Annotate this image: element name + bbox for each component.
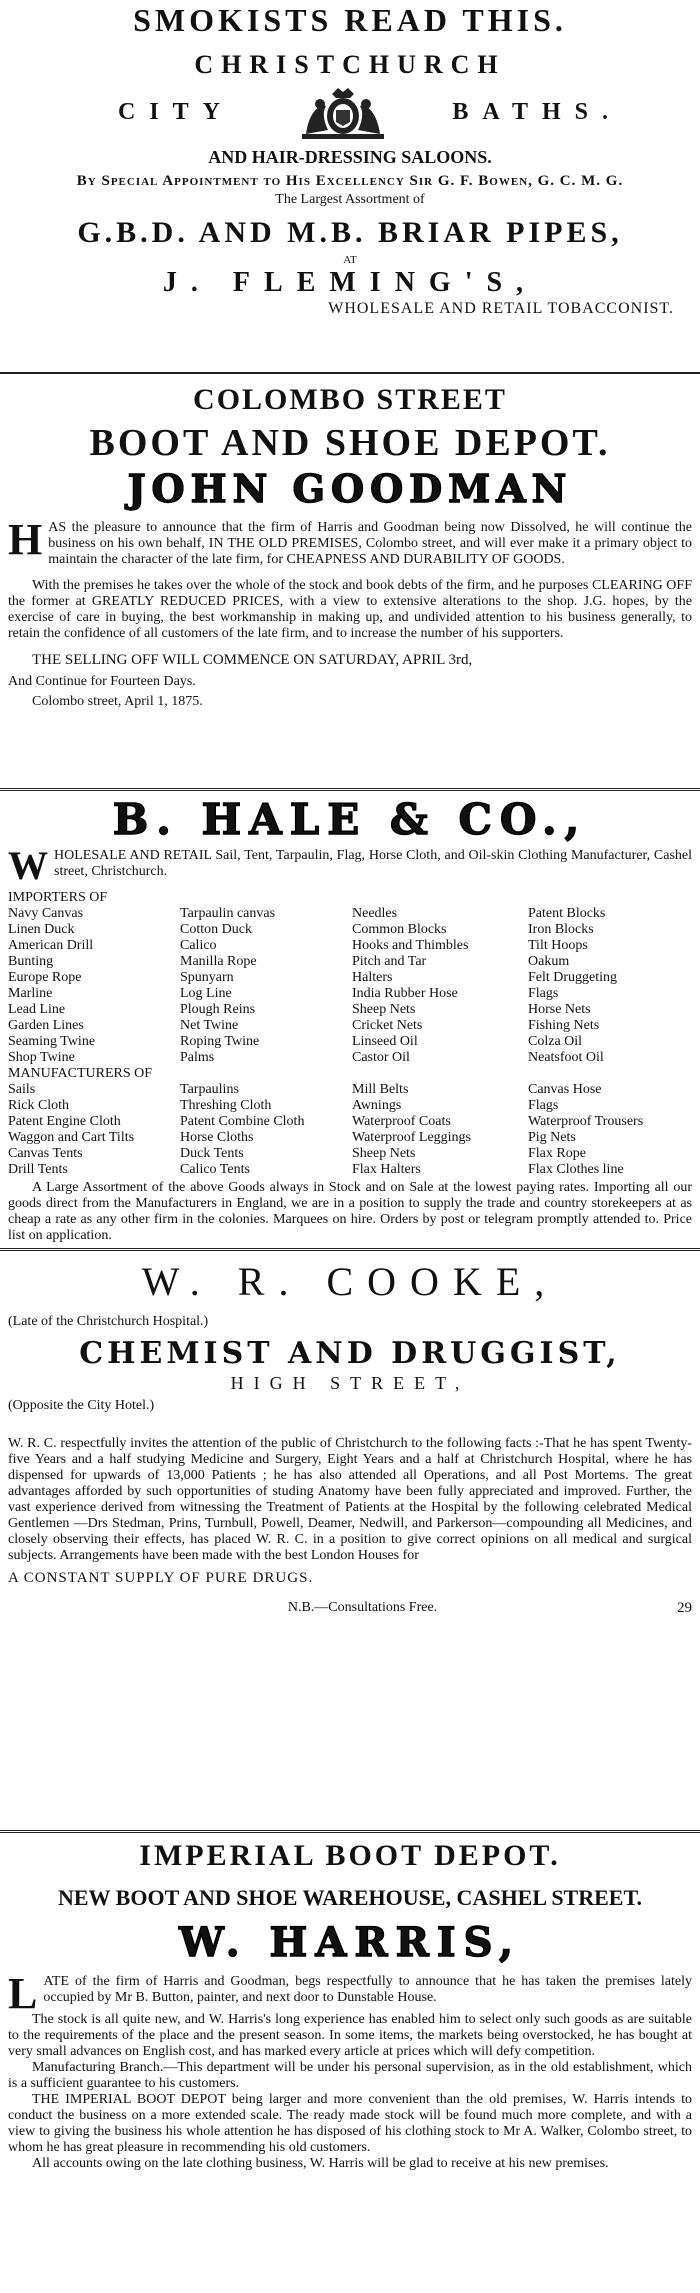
- hale-intro-text: HOLESALE AND RETAIL Sail, Tent, Tarpaulin, Flag, Horse Cloth, and Oil-skin Clothing Manufacturer, Cashel street, Christchurch.: [54, 848, 692, 879]
- goodman-paragraph-1: [8, 515, 692, 568]
- manufacturer-item: Awnings: [352, 1098, 402, 1113]
- fleming-advertisement: [8, 2, 692, 320]
- tobacconist-line: WHOLESALE AND RETAIL TOBACCONIST.: [328, 300, 674, 317]
- manufacturer-item: Flax Halters: [352, 1162, 421, 1177]
- importer-item: Lead Line: [8, 1002, 66, 1017]
- manufacturer-item: Flax Clothes line: [528, 1162, 624, 1177]
- manufacturer-item: Waterproof Trousers: [528, 1114, 644, 1129]
- importer-item: Europe Rope: [8, 970, 82, 985]
- appointment-line: By Special Appointment to His Excellency Sir G. F. Bowen, G. C. M. G.: [76, 173, 624, 189]
- hale-advertisement: [8, 796, 692, 1244]
- warehouse-heading: NEW BOOT AND SHOE WAREHOUSE, CASHEL STREET.: [58, 1885, 642, 1910]
- importer-item: Roping Twine: [180, 1034, 260, 1049]
- importer-item: Marline: [8, 986, 53, 1001]
- harris-paragraph-5: All accounts owing on the late clothing business, W. Harris will be glad to receive at his new premises.: [32, 2156, 609, 2171]
- continue-line: And Continue for Fourteen Days.: [8, 674, 196, 689]
- dropcap-h: H: [8, 515, 43, 564]
- manufacturer-item: Rick Cloth: [8, 1098, 70, 1113]
- john-goodman-banner: JOHN GOODMAN: [127, 466, 573, 511]
- importer-item: Castor Oil: [352, 1050, 410, 1065]
- importer-item: Horse Nets: [528, 1002, 591, 1017]
- manufacturer-item: Flax Rope: [528, 1146, 586, 1161]
- manufacturer-item: Flags: [528, 1098, 559, 1113]
- hale-closing: A Large Assortment of the above Goods always in Stock and on Sale at the lowest paying rates. Importing all our goods direct from the Manufacturers in England, we are in a position to supply the trade and country storekeepers at as cheap a rate as any other firm in the colonies. Marquees on hire. Orders by post or telegram promptly attended to. Price list on application.: [8, 1180, 692, 1243]
- manufacturer-item: Calico Tents: [180, 1162, 250, 1177]
- at-label: AT: [343, 254, 357, 266]
- fleming-name: J. FLEMING'S,: [162, 267, 538, 298]
- manufacturer-item: Sails: [8, 1082, 36, 1097]
- importer-item: Patent Blocks: [528, 906, 606, 921]
- manufacturer-item: Canvas Hose: [528, 1082, 602, 1097]
- manufacturers-list: [8, 1082, 692, 1178]
- consultations-line: N.B.—Consultations Free.: [287, 1600, 438, 1615]
- selling-off-line: THE SELLING OFF WILL COMMENCE ON SATURDAY, APRIL 3rd,: [32, 652, 473, 668]
- pure-drugs-line: A CONSTANT SUPPLY OF PURE DRUGS.: [8, 1570, 314, 1586]
- goodman-paragraph-1-text: AS the pleasure to announce that the firm of Harris and Goodman being now Dissolved, he will continue the business on his own behalf, IN THE OLD PREMISES, Colombo street, and will ever make it a primary object to maintain the character of the late firm, for CHEAPNESS AND DURABILITY OF GOODS.: [48, 520, 692, 567]
- manufacturer-item: Waggon and Cart Tilts: [8, 1130, 135, 1145]
- goodman-paragraph-2: With the premises he takes over the whole of the stock and book debts of the firm, and he purposes CLEARING OFF the former at GREATLY REDUCED PRICES, with a view to extensive alterations to the shop. J.G. hopes, by the exercise of care in buying, the best workmanship in making up, and undivided attention to his business generally, to retain the confidence of all customers of the late firm, and to increase the number of his supporters.: [8, 578, 692, 641]
- city-label: CITY: [118, 99, 235, 125]
- importer-item: American Drill: [8, 938, 94, 953]
- harris-advertisement: [8, 1838, 692, 2172]
- importer-item: Flags: [528, 986, 559, 1001]
- dropcap-l: L: [8, 1969, 38, 2018]
- smokists-headline: SMOKISTS READ THIS.: [133, 2, 567, 38]
- manufacturer-item: Mill Belts: [352, 1082, 409, 1097]
- cooke-body: W. R. C. respectfully invites the attention of the public of Christchurch to the following facts :-That he has spent Twenty-five Years and a half studying Medicine and Surgery, Eight Years and a half at Christchurch Hospital, where he has dispensed for upwards of 13,000 Patients ; he has also attended all Operations, and all Post Mortems. The great advantages afforded by such opportunities of studing Anatomy have been fully appreciated and improved. Further, the vast experience derived from witnessing the Treatment of Patients at the Hospital by the following celebrated Medical Gentlemen —Drs Stedman, Prins, Turnbull, Powell, Deamer, Nedwill, and Parkerson—compounding all Medicines, and closely observing their effects, has placed W. R. C. in a position to give correct opinions on all medical and surgical subjects. Arrangements have been made with the best London Houses for: [8, 1436, 692, 1563]
- goodman-date: Colombo street, April 1, 1875.: [32, 694, 203, 709]
- importer-item: Cotton Duck: [180, 922, 252, 937]
- importer-item: Linen Duck: [8, 922, 75, 937]
- importer-item: Sheep Nets: [352, 1002, 416, 1017]
- manufacturer-item: Waterproof Leggings: [352, 1130, 471, 1145]
- importer-item: Tilt Hoops: [528, 938, 588, 953]
- saloons-line: AND HAIR-DRESSING SALOONS.: [208, 147, 492, 167]
- importer-item: Net Twine: [180, 1018, 239, 1033]
- largest-assortment-line: The Largest Assortment of: [275, 192, 425, 207]
- colombo-street-heading: COLOMBO STREET: [193, 383, 507, 416]
- harris-paragraph-4: THE IMPERIAL BOOT DEPOT being larger and more convenient than the old premises, W. Harris intends to conduct the business on a more extended scale. The ready made stock will be found much more complete, and with a view to giving the business his whole attention he has disposed of his clothing stock to Mr A. Walker, Colombo street, to whom he has great pleasure in recommending his old customers.: [8, 2092, 692, 2155]
- dropcap-w: W: [8, 843, 48, 888]
- hale-intro: [8, 843, 692, 888]
- baths-label: BATHS.: [452, 99, 622, 125]
- cooke-name: W. R. COOKE,: [141, 1259, 559, 1304]
- divider-4: [0, 1830, 700, 1833]
- importer-item: Plough Reins: [180, 1002, 256, 1017]
- importer-item: Calico: [180, 938, 217, 953]
- importer-item: Halters: [352, 970, 393, 985]
- importer-item: Colza Oil: [528, 1034, 583, 1049]
- importer-item: Neatsfoot Oil: [528, 1050, 604, 1065]
- divider-1: [0, 372, 700, 374]
- harris-paragraph-1: [8, 1969, 692, 2018]
- harris-paragraph-2: The stock is all quite new, and W. Harris's long experience has enabled him to select only such goods as are suitable to the requirements of the place and the present season. In some items, the markets being overstocked, he has bought at very small advances on English cost, and has marked every article at prices which will defy competition.: [8, 2012, 692, 2059]
- importer-item: Cricket Nets: [352, 1018, 423, 1033]
- goodman-advertisement: [8, 382, 692, 710]
- importer-item: Common Blocks: [352, 922, 447, 937]
- manufacturer-item: Horse Cloths: [180, 1130, 254, 1145]
- importer-item: Oakum: [528, 954, 570, 969]
- page-number: 29: [677, 1600, 692, 1616]
- importer-item: Palms: [180, 1050, 215, 1065]
- imperial-boot-depot-heading: IMPERIAL BOOT DEPOT.: [139, 1839, 561, 1872]
- importer-item: Iron Blocks: [528, 922, 594, 937]
- importer-item: Fishing Nets: [528, 1018, 600, 1033]
- high-street-line: HIGH STREET,: [230, 1373, 470, 1393]
- harris-banner: W. HARRIS,: [179, 1919, 521, 1966]
- importer-item: Linseed Oil: [352, 1034, 418, 1049]
- importer-item: Navy Canvas: [8, 906, 84, 921]
- manufacturers-heading: MANUFACTURERS OF: [8, 1066, 153, 1081]
- harris-paragraph-3: Manufacturing Branch.—This department will be under his personal supervision, as in the old establishment, which is a sufficient guarantee to his customers.: [8, 2060, 692, 2091]
- importers-heading: IMPORTERS OF: [8, 890, 108, 905]
- briar-pipes-heading: G.B.D. AND M.B. BRIAR PIPES,: [77, 216, 623, 249]
- manufacturer-item: Pig Nets: [528, 1130, 576, 1145]
- importer-item: Needles: [352, 906, 398, 921]
- importer-item: Seaming Twine: [8, 1034, 96, 1049]
- cooke-late-line: (Late of the Christchurch Hospital.): [8, 1314, 209, 1329]
- importer-item: Manilla Rope: [180, 954, 257, 969]
- importers-list: [8, 906, 692, 1066]
- city-baths-row: [8, 80, 692, 144]
- royal-crest-icon: [288, 82, 398, 142]
- importer-item: Bunting: [8, 954, 54, 969]
- manufacturer-item: Patent Engine Cloth: [8, 1114, 121, 1129]
- manufacturer-item: Waterproof Coats: [352, 1114, 451, 1129]
- importer-item: Pitch and Tar: [352, 954, 427, 969]
- consultations-row: [8, 1600, 692, 1616]
- boot-shoe-depot-heading: BOOT AND SHOE DEPOT.: [89, 422, 611, 464]
- manufacturer-item: Threshing Cloth: [180, 1098, 272, 1113]
- divider-3: [0, 1248, 700, 1251]
- importer-item: Spunyarn: [180, 970, 234, 985]
- importer-item: Garden Lines: [8, 1018, 84, 1033]
- christchurch-heading: CHRISTCHURCH: [194, 50, 506, 79]
- importer-item: Log Line: [180, 986, 232, 1001]
- hale-banner: B. HALE & CO.,: [112, 795, 588, 844]
- importer-item: Shop Twine: [8, 1050, 75, 1065]
- manufacturer-item: Drill Tents: [8, 1162, 68, 1177]
- importer-item: Hooks and Thimbles: [352, 938, 469, 953]
- manufacturer-item: Patent Combine Cloth: [180, 1114, 305, 1129]
- cooke-advertisement: [8, 1258, 692, 1616]
- chemist-druggist-heading: CHEMIST AND DRUGGIST,: [79, 1336, 621, 1371]
- manufacturer-item: Tarpaulins: [180, 1082, 239, 1097]
- manufacturer-item: Canvas Tents: [8, 1146, 83, 1161]
- importer-item: Felt Druggeting: [528, 970, 618, 985]
- divider-2: [0, 788, 700, 791]
- importer-item: Tarpaulin canvas: [180, 906, 276, 921]
- manufacturer-item: Sheep Nets: [352, 1146, 416, 1161]
- opposite-line: (Opposite the City Hotel.): [8, 1398, 155, 1413]
- harris-paragraph-1-text: ATE of the firm of Harris and Goodman, begs respectfully to announce that he has taken the premises lately occupied by Mr B. Button, painter, and next door to Dunstable House.: [43, 1974, 692, 2005]
- manufacturer-item: Duck Tents: [180, 1146, 244, 1161]
- importer-item: India Rubber Hose: [352, 986, 458, 1001]
